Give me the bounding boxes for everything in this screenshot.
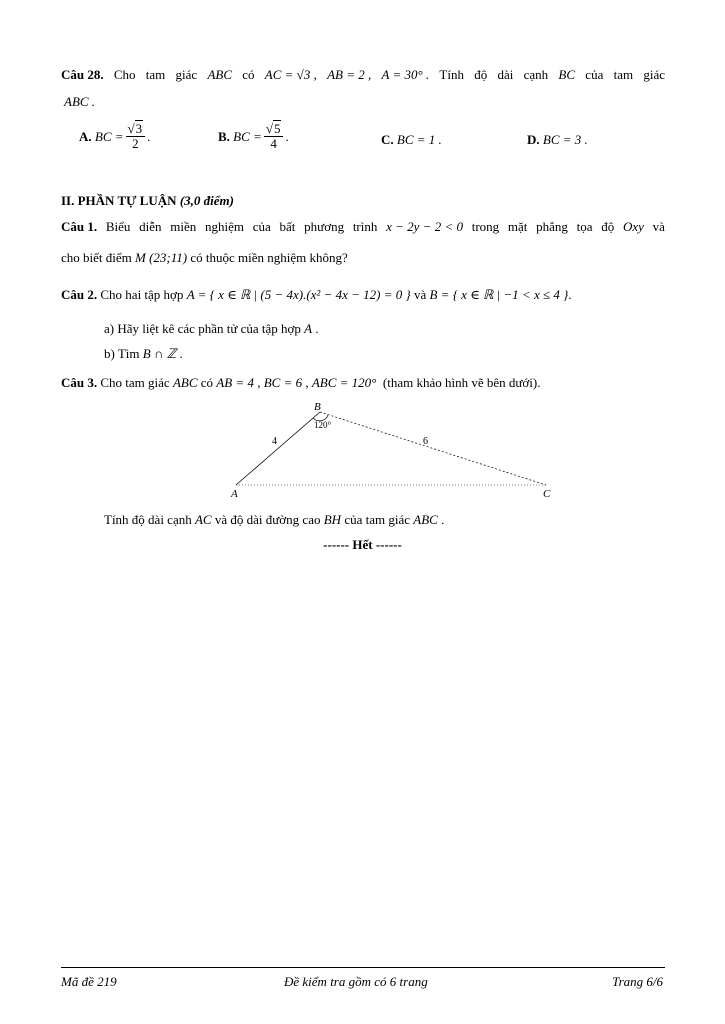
footer-divider: [61, 967, 665, 968]
question-label: Câu 28.: [61, 67, 104, 82]
text: của tam giác: [341, 512, 414, 527]
word: Cho: [113, 67, 136, 82]
side-bc: [320, 412, 546, 485]
given-ab: AB = 4: [216, 375, 254, 390]
given-bc: BC = 6: [263, 375, 303, 390]
word: độ: [601, 219, 615, 234]
word: Tính: [439, 67, 464, 82]
given-ac: AC = √3 ,: [264, 67, 317, 82]
option-letter: C.: [381, 132, 394, 147]
period: .: [285, 128, 289, 144]
question-label: Câu 2.: [61, 287, 98, 302]
denominator: 4: [270, 136, 277, 151]
triangle-name: ABC: [172, 375, 198, 390]
text: Cho tam giác: [97, 375, 173, 390]
word: của: [585, 67, 604, 82]
question-label: Câu 3.: [61, 375, 98, 390]
point-m: M (23;11): [135, 250, 188, 265]
coordinate-plane: Oxy: [623, 219, 644, 234]
label-a: A: [231, 488, 238, 500]
cau3-line1: Câu 3. Cho tam giác ABC có AB = 4 , BC = 6 , ABC = 120° (tham khảo hình vẽ bên dưới).: [61, 375, 541, 390]
option-letter: B.: [218, 128, 230, 144]
altitude-bh: BH: [323, 512, 342, 527]
side-ac: AC: [194, 512, 212, 527]
footer-exam-code: Mã đề 219: [61, 974, 117, 989]
given-ab: AB = 2 ,: [327, 67, 372, 82]
intersection: B ∩ ℤ: [142, 346, 177, 361]
word: và: [652, 219, 665, 234]
footer-page-count: Đề kiểm tra gồm có 6 trang: [284, 974, 428, 989]
q28-line2: ABC .: [64, 94, 96, 109]
denominator: 2: [132, 136, 139, 151]
text: Cho hai tập hợp: [97, 287, 187, 302]
word: phẳng: [536, 219, 568, 234]
triangle-name: ABC: [207, 67, 233, 82]
label-side-ab: 4: [272, 436, 277, 447]
section-title: II. PHẦN TỰ LUẬN: [61, 193, 177, 208]
label-angle: 120°: [314, 420, 332, 430]
set-var: A: [304, 321, 313, 336]
word: phương: [304, 219, 345, 234]
word: diễn: [139, 219, 162, 234]
word: của: [252, 219, 271, 234]
word: trình: [352, 219, 378, 234]
set-a: A = { x ∈ ℝ | (5 − 4x).(x² − 4x − 12) = 0 }: [186, 287, 411, 302]
text: Tính độ dài cạnh: [104, 512, 195, 527]
footer-page-number: Trang 6/6: [612, 974, 663, 989]
text: có: [197, 375, 217, 390]
word: cạnh: [523, 67, 549, 82]
word: miền: [170, 219, 197, 234]
radicand: 5: [273, 121, 281, 136]
word: mặt: [507, 219, 528, 234]
label-c: C: [543, 488, 551, 500]
word: giác: [175, 67, 198, 82]
radicand: 3: [135, 121, 143, 136]
side-name: BC: [558, 67, 576, 82]
label-side-bc: 6: [423, 436, 428, 447]
option-lhs: BC =: [233, 128, 262, 144]
fraction: $\frac{√5}{4}$: [264, 122, 284, 151]
word: có: [242, 67, 255, 82]
text: a) Hãy liệt kê các phần tử của tập hợp: [104, 321, 305, 336]
text: cho biết điểm: [61, 250, 136, 265]
text: và: [410, 287, 430, 302]
word: giác: [643, 67, 665, 82]
text: và độ dài đường cao: [211, 512, 324, 527]
fraction: $\frac{√3}{2}$: [126, 122, 146, 151]
end-mark: ------ Hết ------: [323, 537, 402, 552]
note: (tham khảo hình vẽ bên dưới).: [382, 375, 541, 390]
word: tọa: [576, 219, 593, 234]
word: tam: [145, 67, 166, 82]
label-b: B: [314, 401, 321, 413]
section-points: (3,0 điểm): [179, 193, 234, 208]
option-text: BC = 1 .: [396, 132, 442, 147]
given-angle: A = 30° .: [381, 67, 430, 82]
word: trong: [471, 219, 500, 234]
period: .: [437, 512, 445, 527]
word: tam: [613, 67, 634, 82]
option-letter: A.: [79, 128, 92, 144]
text: có thuộc miền nghiệm không?: [187, 250, 348, 265]
word: bất: [279, 219, 296, 234]
word: dài: [497, 67, 514, 82]
period: .: [147, 128, 151, 144]
text: b) Tìm: [104, 346, 143, 361]
cau3-task: [104, 511, 444, 529]
set-b: B = { x ∈ ℝ | −1 < x ≤ 4 }: [429, 287, 569, 302]
word: Biểu: [105, 219, 131, 234]
side-ab: [236, 412, 320, 485]
triangle-name: ABC: [413, 512, 438, 527]
inequality: x − 2y − 2 < 0: [386, 219, 463, 234]
period: .: [176, 346, 183, 361]
period: .: [568, 287, 572, 302]
period: .: [312, 321, 319, 336]
question-label: Câu 1.: [61, 219, 98, 234]
option-letter: D.: [527, 132, 540, 147]
word: nghiệm: [205, 219, 245, 234]
word: độ: [474, 67, 488, 82]
given-angle: ABC = 120°: [311, 375, 377, 390]
option-lhs: BC =: [94, 128, 124, 144]
option-text: BC = 3 .: [542, 132, 588, 147]
